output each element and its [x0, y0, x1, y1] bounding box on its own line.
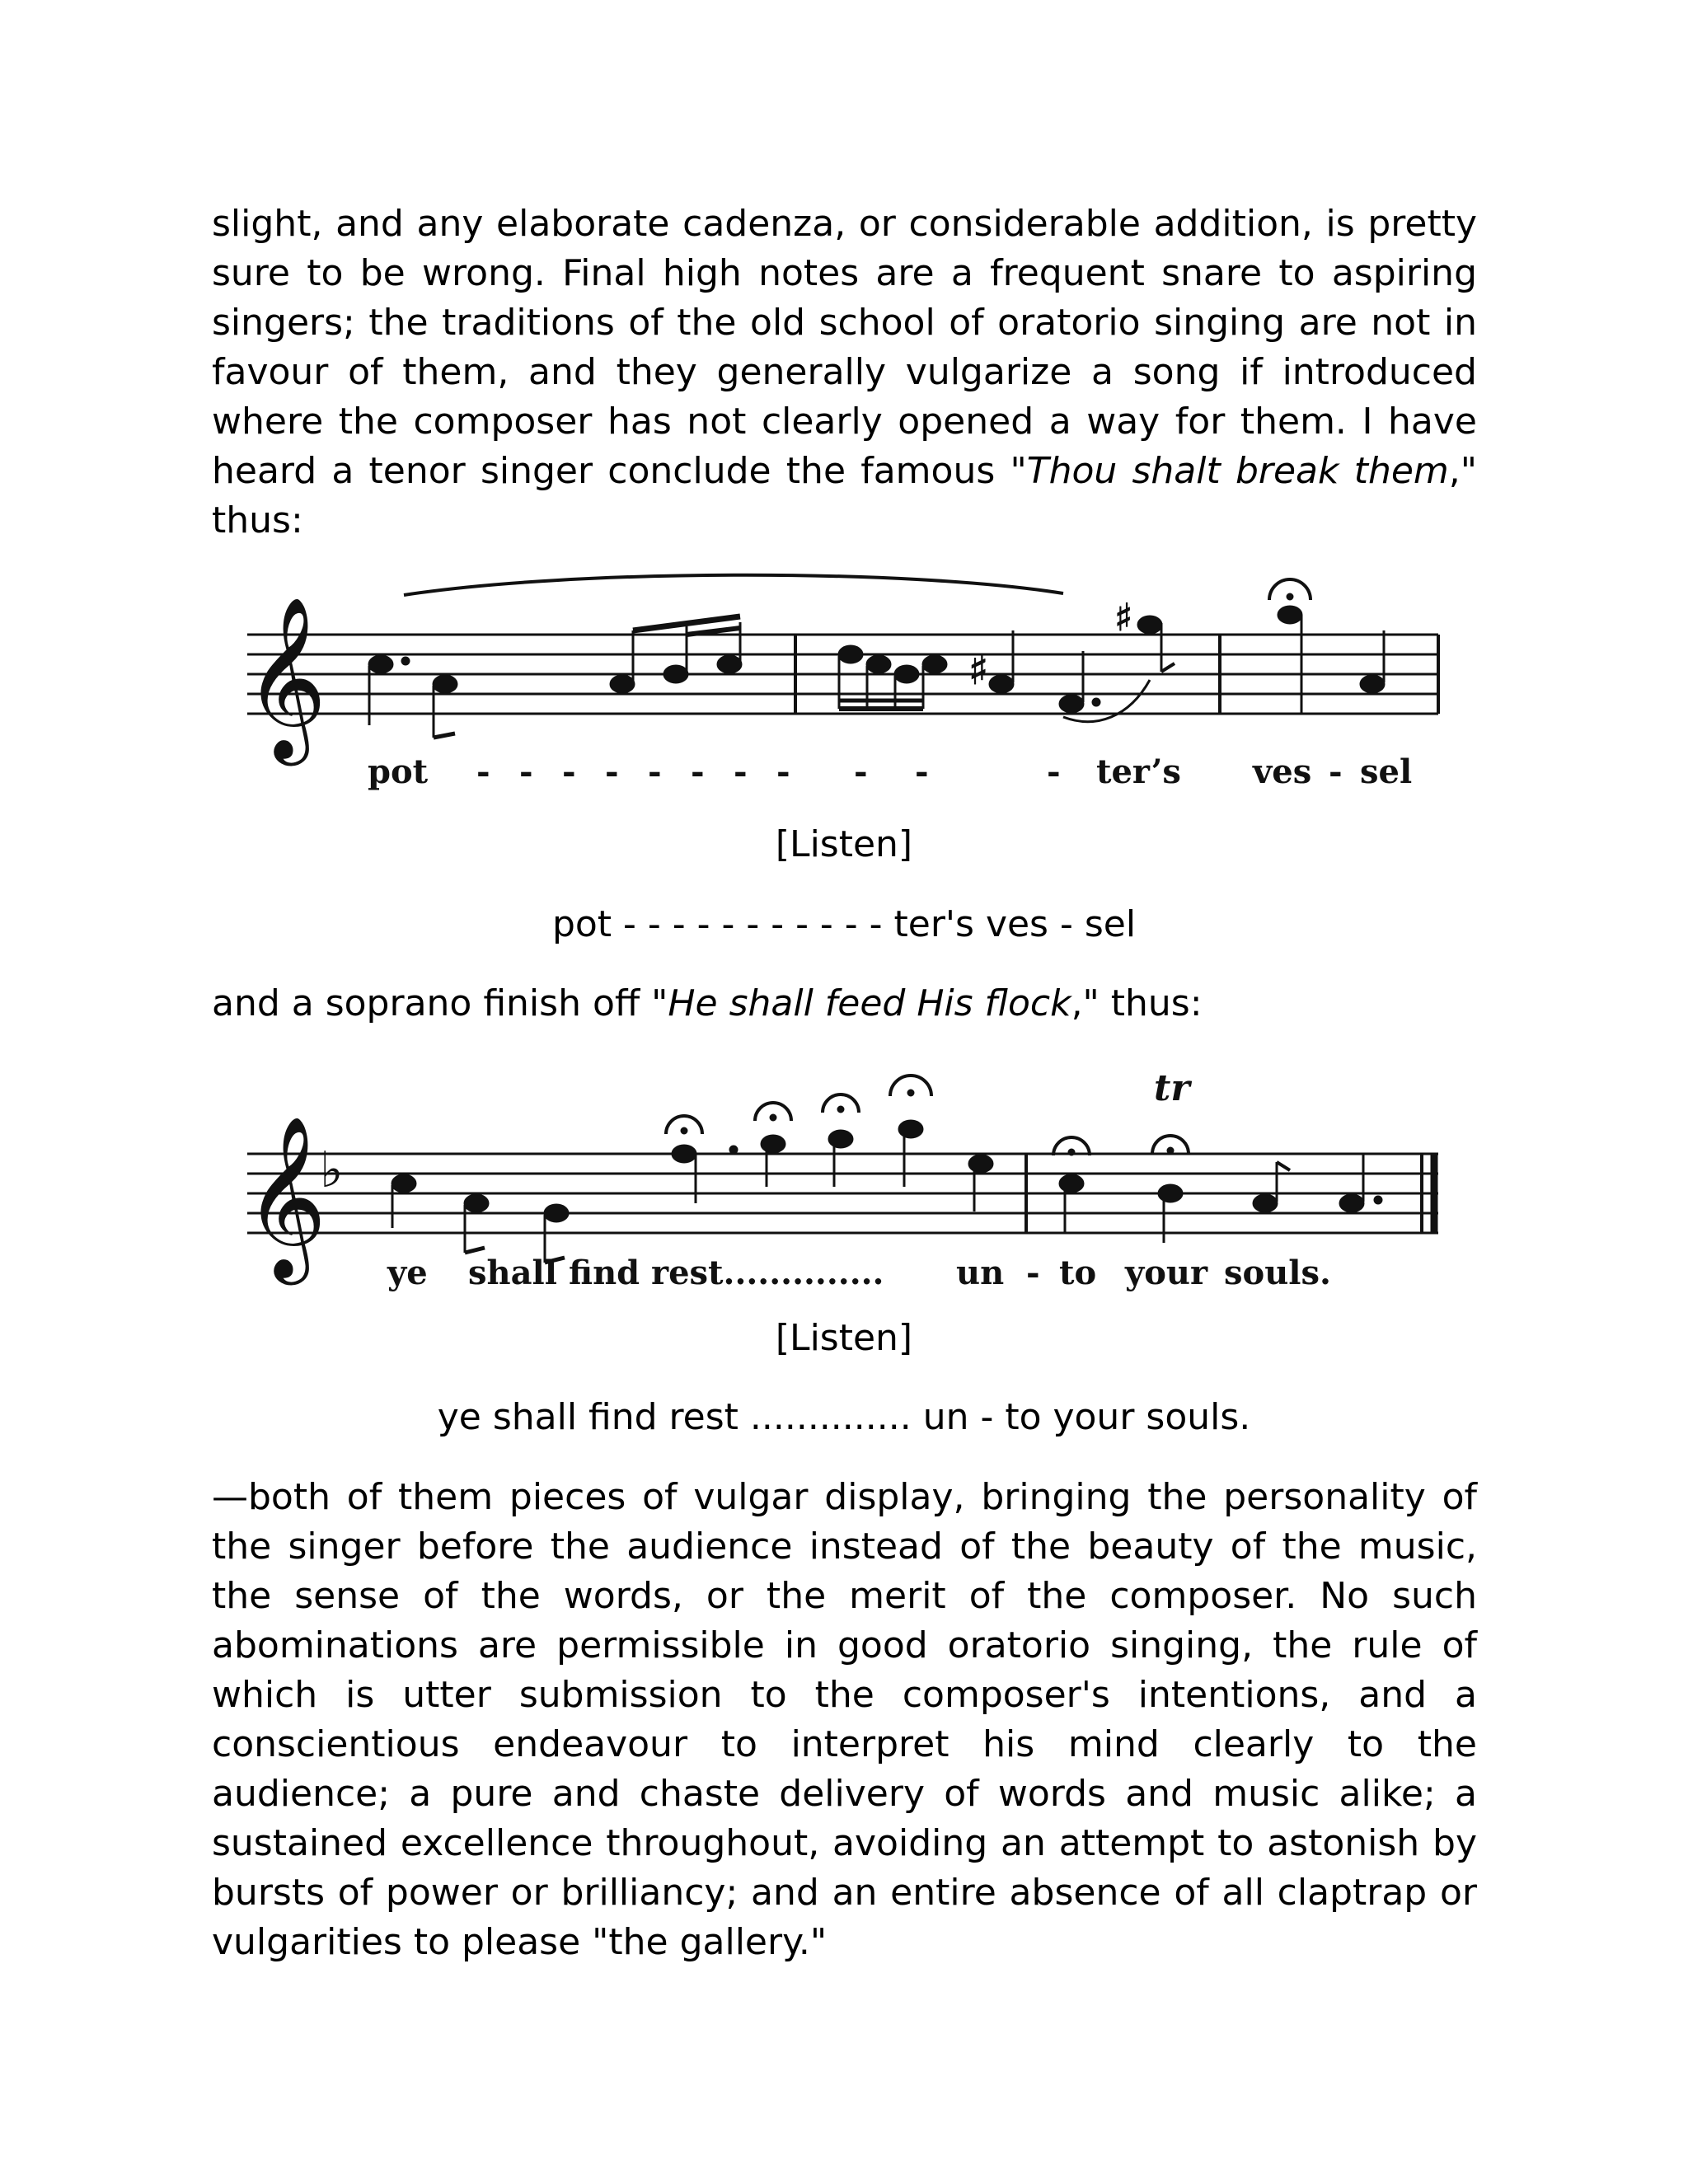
- note-head: [989, 675, 1014, 693]
- listen-link-2[interactable]: [Listen]: [775, 1317, 913, 1359]
- lyric-syllable: rest..............: [651, 1254, 884, 1292]
- note-head: [1278, 606, 1302, 624]
- lyrics-2: [387, 1254, 1331, 1292]
- note-head: [663, 665, 688, 683]
- lyric-syllable: souls.: [1224, 1254, 1331, 1292]
- lyric-syllable: your: [1125, 1254, 1208, 1292]
- score-svg: [0, 569, 1688, 808]
- music-score-2: [0, 1063, 1688, 1310]
- note-head: [968, 1155, 993, 1173]
- text-line: singers; the traditions of the old school of oratorio singing are not in: [212, 302, 1477, 344]
- text-line: the singer before the audience instead of the beauty of the music,: [212, 1526, 1477, 1568]
- lyric-hyphen: -: [1026, 1254, 1040, 1292]
- lyric-syllable: ye: [387, 1254, 428, 1292]
- text-line: [212, 447, 1477, 496]
- sharp-icon: ♯: [968, 646, 989, 694]
- lyric-syllable: find: [569, 1254, 640, 1292]
- text-line: abominations are permissible in good oratorio singing, the rule of: [212, 1624, 1477, 1666]
- song-title: He shall feed His flock: [668, 982, 1071, 1024]
- note-head: [1360, 675, 1385, 693]
- paragraph-3: [212, 1473, 1477, 1967]
- lyric-hyphen: -: [691, 752, 705, 791]
- text-line: which is utter submission to the composer's intentions, and a: [212, 1674, 1477, 1716]
- text-line: favour of them, and they generally vulgarize a song if introduced: [212, 351, 1477, 393]
- lyric-syllable: pot: [368, 752, 429, 791]
- note-head: [717, 655, 742, 673]
- note-head: [433, 675, 457, 693]
- note-head: [922, 655, 947, 673]
- lyric-syllable: ves: [1253, 752, 1312, 791]
- text-run: ,": [1448, 450, 1477, 492]
- lyric-hyphen: -: [776, 752, 790, 791]
- notes-2: [392, 1076, 1382, 1263]
- treble-clef-icon: 𝄞: [244, 596, 327, 759]
- note-head: [1059, 1174, 1084, 1193]
- note-head: [898, 1120, 923, 1138]
- lyric-text-1: pot - - - - - - - - - - - ter's ves - sel: [551, 903, 1137, 945]
- note-head: [610, 675, 635, 693]
- note-head: [1137, 616, 1162, 634]
- text-line: where the composer has not clearly opened a way for them. I have: [212, 401, 1477, 443]
- note-head: [1339, 1194, 1364, 1212]
- song-title: Thou shalt break them: [1026, 450, 1449, 492]
- lyric-syllable: shall: [468, 1254, 557, 1292]
- lyric-syllable: sel: [1360, 752, 1413, 791]
- text-line: conscientious endeavour to interpret his mind clearly to the: [212, 1723, 1477, 1765]
- lyric-hyphen: -: [519, 752, 533, 791]
- note-head: [672, 1145, 696, 1163]
- note-head: [1253, 1194, 1278, 1212]
- note-head: [1158, 1184, 1183, 1202]
- lyric-hyphen: -: [1047, 752, 1061, 791]
- text-line: sustained excellence throughout, avoiding an attempt to astonish by: [212, 1822, 1477, 1864]
- trill-mark: tr: [1154, 1067, 1190, 1109]
- note-head: [866, 655, 891, 673]
- treble-clef-icon: 𝄞: [244, 1115, 327, 1278]
- lyric-hyphen: -: [605, 752, 619, 791]
- lyric-text-2: ye shall find rest .............. un - to your souls.: [437, 1396, 1251, 1438]
- lyric-hyphen: -: [562, 752, 576, 791]
- lyric-hyphen: -: [915, 752, 929, 791]
- text-run: ," thus:: [1071, 982, 1203, 1024]
- lyric-hyphen: -: [1329, 752, 1343, 791]
- lyric-hyphen: -: [476, 752, 490, 791]
- lyric-syllable: to: [1059, 1254, 1097, 1292]
- text-run: and a soprano finish off ": [212, 982, 668, 1024]
- text-line: thus:: [212, 499, 303, 541]
- text-line: bursts of power or brilliancy; and an entire absence of all claptrap or: [212, 1872, 1477, 1914]
- lyrics-1: [368, 752, 1412, 791]
- flat-icon: ♭: [320, 1141, 344, 1199]
- note-head: [392, 1174, 416, 1193]
- paragraph-2: [212, 979, 1477, 1029]
- note-head: [894, 665, 919, 683]
- text-line: —both of them pieces of vulgar display, bringing the personality of: [212, 1476, 1477, 1518]
- text-line: the sense of the words, or the merit of the composer. No such: [212, 1575, 1477, 1617]
- staff-lines: [247, 1154, 1438, 1233]
- text-line: [212, 979, 1477, 1029]
- lyric-hyphen: -: [734, 752, 748, 791]
- text-line: vulgarities to please "the gallery.": [212, 1921, 828, 1963]
- lyric-syllable: un: [956, 1254, 1005, 1292]
- note-head: [464, 1194, 489, 1212]
- score-svg: [0, 1063, 1688, 1310]
- lyric-hyphen: -: [854, 752, 868, 791]
- text-run: heard a tenor singer conclude the famous ": [212, 450, 1027, 492]
- text-line: audience; a pure and chaste delivery of words and music alike; a: [212, 1773, 1477, 1815]
- note-head: [838, 645, 863, 663]
- note-head: [761, 1135, 785, 1153]
- note-head: [544, 1204, 569, 1222]
- sharp-icon: ♯: [1114, 595, 1133, 640]
- music-score-1: [0, 569, 1688, 808]
- lyric-syllable: ter’s: [1096, 752, 1181, 791]
- note-head: [828, 1130, 853, 1148]
- note-head: [1059, 695, 1084, 713]
- text-line: sure to be wrong. Final high notes are a frequent snare to aspiring: [212, 252, 1477, 294]
- listen-link-1[interactable]: [Listen]: [775, 823, 913, 865]
- paragraph-1: [212, 199, 1477, 546]
- text-line: slight, and any elaborate cadenza, or considerable addition, is pretty: [212, 203, 1477, 245]
- slur-icon: [404, 575, 1063, 595]
- note-head: [368, 655, 393, 673]
- lyric-hyphen: -: [648, 752, 662, 791]
